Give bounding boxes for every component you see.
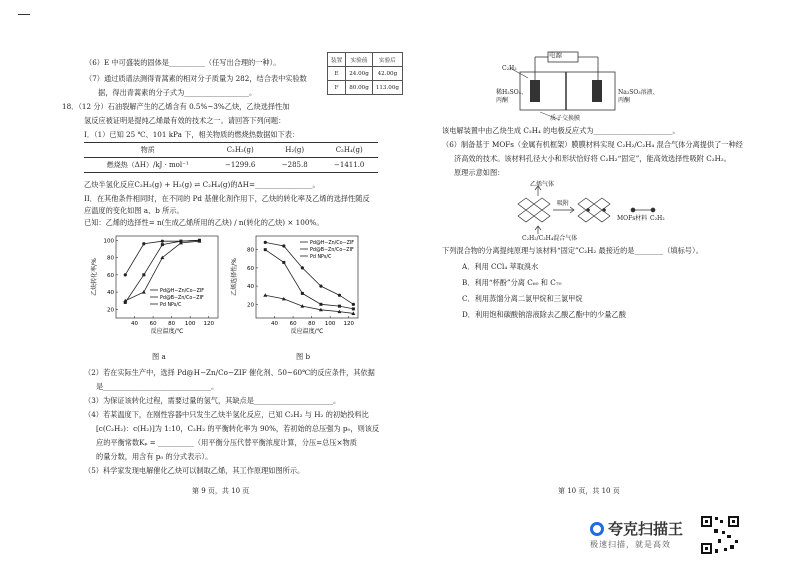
x-tick-label: 100 [184,321,196,327]
data-point [282,244,285,247]
data-point [338,294,341,297]
x-tick-label: 40 [271,321,279,327]
data-point [142,273,145,276]
legend-label: Pd NPs/C [310,255,332,260]
q18-text-a: 18．（12 分）石油裂解产生的乙烯含有 0.5%~3%乙炔，乙炔选择性加 [62,102,290,111]
qr-code-icon [700,515,740,555]
adsorbed-molecule-icon [602,208,606,212]
data-point [282,261,285,264]
right-electrolyte-label-2: 丙酮 [618,97,631,104]
y-axis-label: 乙烯选择性/% [231,258,238,296]
left-electrolyte-label-2: 丙酮 [496,97,509,104]
q5-text: （5）科学家发现电解催化乙炔可以制取乙烯，其工作原理如图所示。 [84,466,305,475]
mof-material-label: MOFs材料 [617,215,648,222]
data-point [301,292,304,295]
combustion-header: C₂H₂(g) [211,143,269,158]
y-tick-label: 20 [247,302,254,309]
membrane-label: 质子交换膜 [550,115,581,122]
ethylene-gas-label: 乙烯气体 [530,181,555,188]
x-tick-label: 120 [203,321,214,327]
combustion-table [84,142,378,173]
combustion-value: −285.8 [269,158,320,173]
x-axis-label: 反应温度/℃ [290,328,324,335]
x-tick-label: 40 [131,321,139,327]
chart-a [88,230,223,335]
y-tick-label: 40 [247,284,254,291]
option-c: C．利用蒸馏分离二氯甲烷和三氯甲烷 [462,294,583,303]
mof-diagram [508,182,678,240]
data-point [301,266,304,269]
x-tick-label: 120 [343,321,354,327]
mass-cell: 42.00g [372,67,402,81]
combustion-value: −1299.6 [211,158,269,173]
y-tick-label: 60 [247,265,254,272]
x-tick-label: 80 [308,321,316,327]
data-point [161,240,164,243]
q4-text-a: （4）若某温度下，在刚性容器中只发生乙炔半氢化反应，已知 C₂H₂ 与 H₂ 的初始投料比 [84,410,369,419]
y-axis-label: 乙炔转化率/% [91,258,98,296]
data-point [142,290,146,294]
y-tick-label: 60 [107,272,114,279]
q4-text-c: 应的平衡常数Kₚ = __________（用平衡分压代替平衡浓度计算，分压=总压×物质 [96,438,357,447]
chart-b-caption: 图 b [296,352,311,361]
data-point [319,303,322,306]
power-label: 电源 [549,51,562,59]
data-point [352,303,355,306]
q7-text-a: （7）通过质谱法测得青蒿素的相对分子质量为 282，结合表中实验数 [85,74,307,83]
q2-text-b: 是______________________________。 [96,382,219,391]
eq-line: 乙炔半氢化反应C₂H₂(g) + H₂(g) ⇌ C₂H₄(g)的ΔH=________________。 [84,180,320,189]
q6-text-a: （6）制备基于 MOFs（金属有机框架）膜膜材料实现 C₂H₂/C₂H₄ 混合气体分离提供了一种经 [442,140,743,149]
option-b: B．利用“杯酚”分离 C₆₀ 和 C₇₀ [462,278,562,287]
chart-b [228,230,363,335]
x-tick-label: 80 [168,321,176,327]
quark-logo-icon [590,522,604,536]
data-point [142,242,145,245]
brand-name: 夸克扫描王 [608,520,684,538]
part-ii-b: 应温度的变化如图 a、b 所示。 [84,206,184,215]
selectivity-formula: 已知：乙烯的选择性= n(生成乙烯所用的乙炔) / n(转化的乙炔) × 100%。 [84,218,324,227]
data-point [264,248,267,251]
q3-text: （3）为保证该转化过程，需要过量的氢气，其缺点是______________________。 [84,396,341,405]
combustion-header: H₂(g) [269,143,320,158]
data-point [352,307,355,310]
top-mark [18,14,30,15]
mass-header: 实验前 [346,53,373,67]
q6-text: （6）E 中可盛装的固体是__________（任写出合理的一种）。 [85,58,281,67]
mass-cell: F [328,81,346,95]
x-tick-label: 100 [324,321,336,327]
mass-cell: 113.00g [372,81,402,95]
mass-cell: 24.00g [346,67,373,81]
c2h2-label: C₂H₂ [502,65,517,72]
mass-header: 装置 [328,53,346,67]
option-d: D．利用饱和碳酸钠溶液除去乙酸乙酯中的少量乙酸 [462,310,626,319]
legend-label: Pd@B−Zn/Co−ZIF [310,248,354,253]
data-point [124,273,127,276]
x-tick-label: 60 [149,321,157,327]
right-electrolyte-label: Na₂SO₃溶液、 [618,89,659,96]
y-tick-label: 100 [103,238,114,245]
data-point [319,285,322,288]
chart-a-caption: 图 a [152,352,166,361]
data-point [161,243,164,246]
mass-cell: E [328,67,346,81]
combustion-row-label: 燃烧热（ΔH）/kJ · mol⁻¹ [84,158,211,173]
option-a: A．利用 CCl₄ 萃取溴水 [462,262,539,271]
combustion-header: C₂H₄(g) [320,143,378,158]
electrode-question: 该电解装置中由乙炔生成 C₂H₄ 的电极反应式为______________________。 [442,126,680,135]
x-tick-label: 60 [289,321,297,327]
q6-text-c: 原理示意如图： [454,168,505,177]
q2-text-a: （2）若在实际生产中，选择 Pd@H−Zn/Co−ZIF 催化剂、50~60℃的反应条件，其依据 [84,368,375,377]
adsorb-label: 吸附 [557,200,570,207]
mof-c2h2-label: C₂H₂ [650,215,665,222]
q18-text-b: 氢反应被证明是提纯乙烯最有效的技术之一。请回答下列问题： [84,116,286,125]
left-electrolyte-label: 稀H₂SO₄、 [496,89,528,96]
legend-label: Pd@H−Zn/Co−ZIF [310,241,355,246]
mass-header: 实验后 [372,53,402,67]
page-footer: 第 9 页，共 10 页 [192,487,250,495]
mass-table [327,52,403,95]
page-10 [410,0,800,566]
part-ii-a: II．在其他条件相同时，在不同的 Pd 基催化剂作用下，乙炔的转化率及乙烯的选择性随反 [84,194,370,203]
legend-label: Pd@B−Zn/Co−ZIF [160,296,204,301]
x-axis-label: 反应温度/℃ [150,328,184,335]
combustion-value: −1411.0 [320,158,378,173]
brand-tagline: 极速扫描，就是高效 [590,540,671,549]
q4-text-d: 的量分数，用含有 p₀ 的分式表示）。 [96,452,213,461]
combustion-header: 物质 [84,143,211,158]
q18-part-i: I．（1）已知 25 ℃、101 kPa 下，相关物质的燃烧热数据如下表： [84,130,300,139]
y-tick-label: 80 [247,247,254,254]
scanner-brand [590,518,683,550]
q6-question: 下列混合物的分离提纯原理与该材料“固定”C₂H₂ 最接近的是________（填标号）。 [442,246,703,255]
mass-cell: 80.00g [346,81,373,95]
y-tick-label: 20 [107,307,114,314]
mixed-gas-label: C₂H₂/C₂H₄混合气体 [522,235,578,242]
data-point [264,241,267,244]
data-point [263,293,267,297]
legend-label: Pd NPs/C [160,303,182,308]
page-footer: 第 10 页，共 10 页 [558,487,620,495]
adsorbed-molecule-icon [586,208,590,212]
y-tick-label: 40 [107,290,114,297]
y-tick-label: 80 [107,255,114,262]
legend-label: Pd@H−Zn/Co−ZIF [160,289,205,294]
q4-text-b: [c(C₂H₂)：c(H₂)]为 1:10，C₂H₂ 的平衡转化率为 90%，若初始的总压强为 p₀，则该反 [96,424,380,433]
q6-text-b: 济高效的技术。该材料孔径大小和形状恰好将 C₂H₂“固定”，能高效选择性吸附 C₂H₂。 [454,154,731,163]
data-point [338,305,341,308]
q7-text-b: 据，得出青蒿素的分子式为__________________。 [98,88,257,97]
